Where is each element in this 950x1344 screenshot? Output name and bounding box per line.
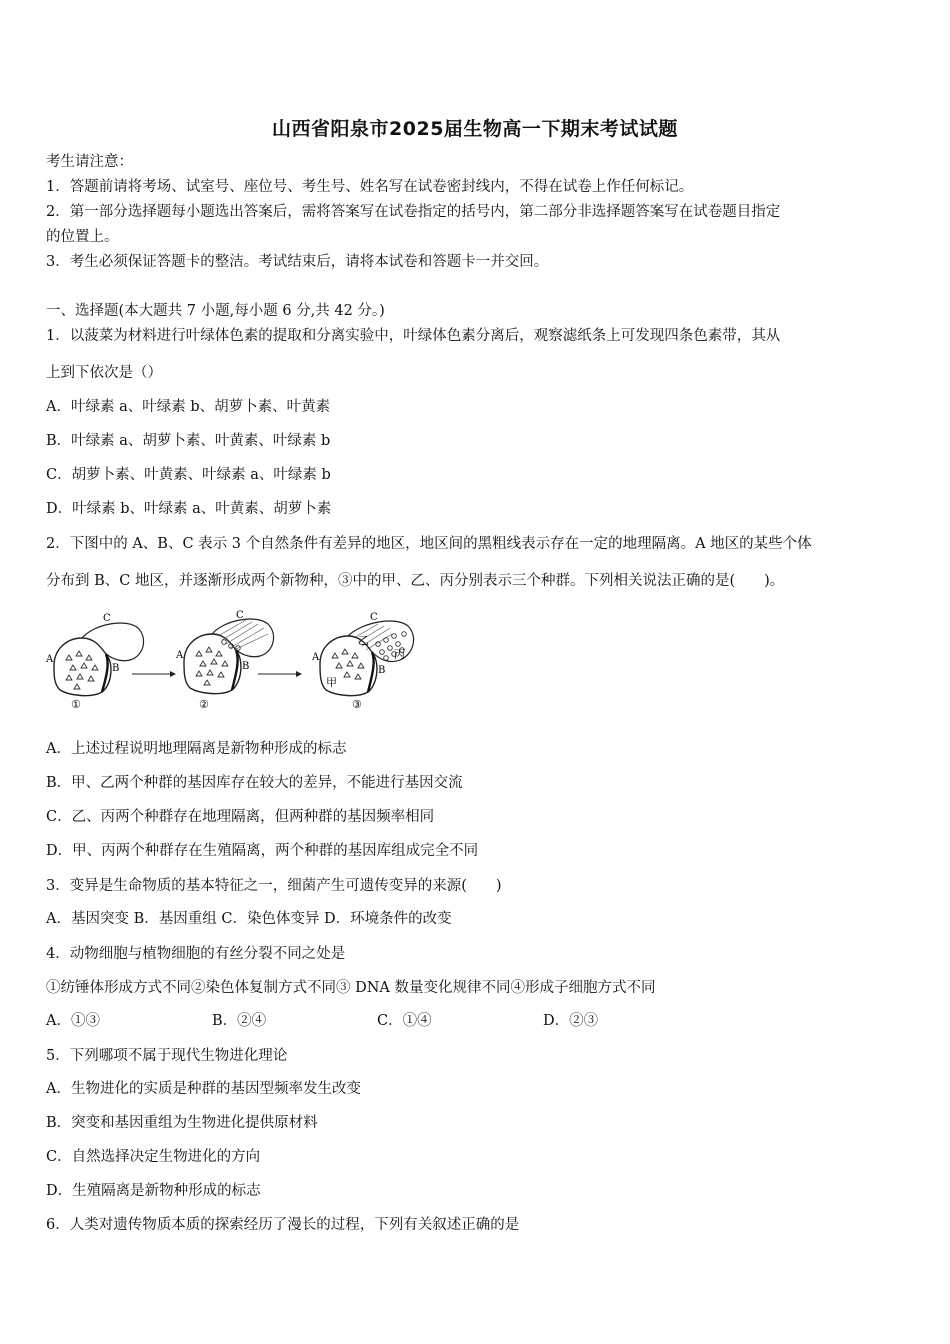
q2-option-b: B．甲、乙两个种群的基因库存在较大的差异，不能进行基因交流 xyxy=(46,775,463,791)
arrow-2-head xyxy=(296,671,302,677)
q5-option-c: C．自然选择决定生物进化的方向 xyxy=(46,1149,261,1165)
q1-option-b: B．叶绿素 a、胡萝卜素、叶黄素、叶绿素 b xyxy=(46,433,331,449)
stage-2-diagram xyxy=(175,610,274,711)
arrow-1-head xyxy=(170,671,176,677)
region-b-label-3: B xyxy=(378,665,386,676)
stage-3-label: ③ xyxy=(352,698,362,711)
region-a-label-2: A xyxy=(176,650,184,661)
q2-stem-line1: 2．下图中的 A、B、C 表示 3 个自然条件有差异的地区，地区间的黑粗线表示存在一定的地理隔离。A 地区的某些个体 xyxy=(46,536,812,552)
notice-item-2: 2．第一部分选择题每小题选出答案后，需将答案写在试卷指定的括号内，第二部分非选择题答案写在试卷题目指定 xyxy=(46,204,781,220)
page-title: 山西省阳泉市2025届生物高一下期末考试试题 xyxy=(272,118,678,140)
q3-stem: 3．变异是生命物质的基本特征之一，细菌产生可遗传变异的来源( ) xyxy=(46,878,502,894)
notice-item-3: 3．考生必须保证答题卡的整洁。考试结束后，请将本试卷和答题卡一并交回。 xyxy=(46,254,549,270)
q2-option-d: D．甲、丙两个种群存在生殖隔离，两个种群的基因库组成完全不同 xyxy=(46,843,479,859)
stage-1-diagram xyxy=(46,613,144,711)
q4-statements: ①纺锤体形成方式不同②染色体复制方式不同③ DNA 数量变化规律不同④形成子细胞方式不同 xyxy=(46,980,656,996)
q5-option-d: D．生殖隔离是新物种形成的标志 xyxy=(46,1183,261,1199)
species-yi-label: 乙 xyxy=(358,634,369,647)
q4-option-a: A．①③ xyxy=(46,1013,100,1029)
q4-option-c: C．①④ xyxy=(377,1013,432,1029)
q1-stem-line2: 上到下依次是（） xyxy=(46,365,162,381)
region-c-label-1: C xyxy=(103,613,111,624)
region-b-label-2: B xyxy=(242,661,250,672)
species-jia-label: 甲 xyxy=(326,676,337,689)
q3-options: A．基因突变 B．基因重组 C．染色体变异 D．环境条件的改变 xyxy=(46,911,452,927)
q4-options-row xyxy=(46,1011,906,1031)
q2-option-a: A．上述过程说明地理隔离是新物种形成的标志 xyxy=(46,741,347,757)
q4-stem: 4．动物细胞与植物细胞的有丝分裂不同之处是 xyxy=(46,946,346,962)
stage-3-diagram xyxy=(311,612,414,711)
q1-option-d: D．叶绿素 b、叶绿素 a、叶黄素、胡萝卜素 xyxy=(46,501,332,517)
q1-option-a: A．叶绿素 a、叶绿素 b、胡萝卜素、叶黄素 xyxy=(46,399,331,415)
section-heading: 一、选择题(本大题共 7 小题,每小题 6 分,共 42 分。) xyxy=(46,303,385,319)
region-b-label-1: B xyxy=(112,663,120,674)
q2-stem-line2: 分布到 B、C 地区，并逐渐形成两个新物种，③中的甲、乙、丙分别表示三个种群。下列相关说法正确的是( )。 xyxy=(46,573,785,589)
q1-stem-line1: 1．以菠菜为材料进行叶绿体色素的提取和分离实验中，叶绿体色素分离后，观察滤纸条上可发现四条色素带，其从 xyxy=(46,328,781,344)
q2-option-c: C．乙、丙两个种群存在地理隔离，但两种群的基因频率相同 xyxy=(46,809,435,825)
stage-2-label: ② xyxy=(199,698,209,711)
stage-1-label: ① xyxy=(71,698,81,711)
region-a-label-3: A xyxy=(312,652,320,663)
species-bing-label: 丙 xyxy=(394,648,405,661)
q5-option-b: B．突变和基因重组为生物进化提供原材料 xyxy=(46,1115,318,1131)
notice-heading: 考生请注意： xyxy=(46,154,133,170)
region-c-label-2: C xyxy=(236,610,244,621)
region-a-label-1: A xyxy=(46,654,54,665)
q1-option-c: C．胡萝卜素、叶黄素、叶绿素 a、叶绿素 b xyxy=(46,467,331,483)
q4-option-b: B．②④ xyxy=(212,1013,267,1029)
q6-stem: 6．人类对遗传物质本质的探索经历了漫长的过程，下列有关叙述正确的是 xyxy=(46,1217,520,1233)
q5-option-a: A．生物进化的实质是种群的基因型频率发生改变 xyxy=(46,1081,361,1097)
notice-item-1: 1．答题前请将考场、试室号、座位号、考生号、姓名写在试卷密封线内，不得在试卷上作任何标记。 xyxy=(46,179,694,195)
q5-stem: 5．下列哪项不属于现代生物进化理论 xyxy=(46,1048,288,1064)
speciation-diagram xyxy=(46,604,426,716)
notice-item-2-continued: 的位置上。 xyxy=(46,229,119,245)
q4-option-d: D．②③ xyxy=(543,1013,599,1029)
region-c-label-3: C xyxy=(370,612,378,623)
